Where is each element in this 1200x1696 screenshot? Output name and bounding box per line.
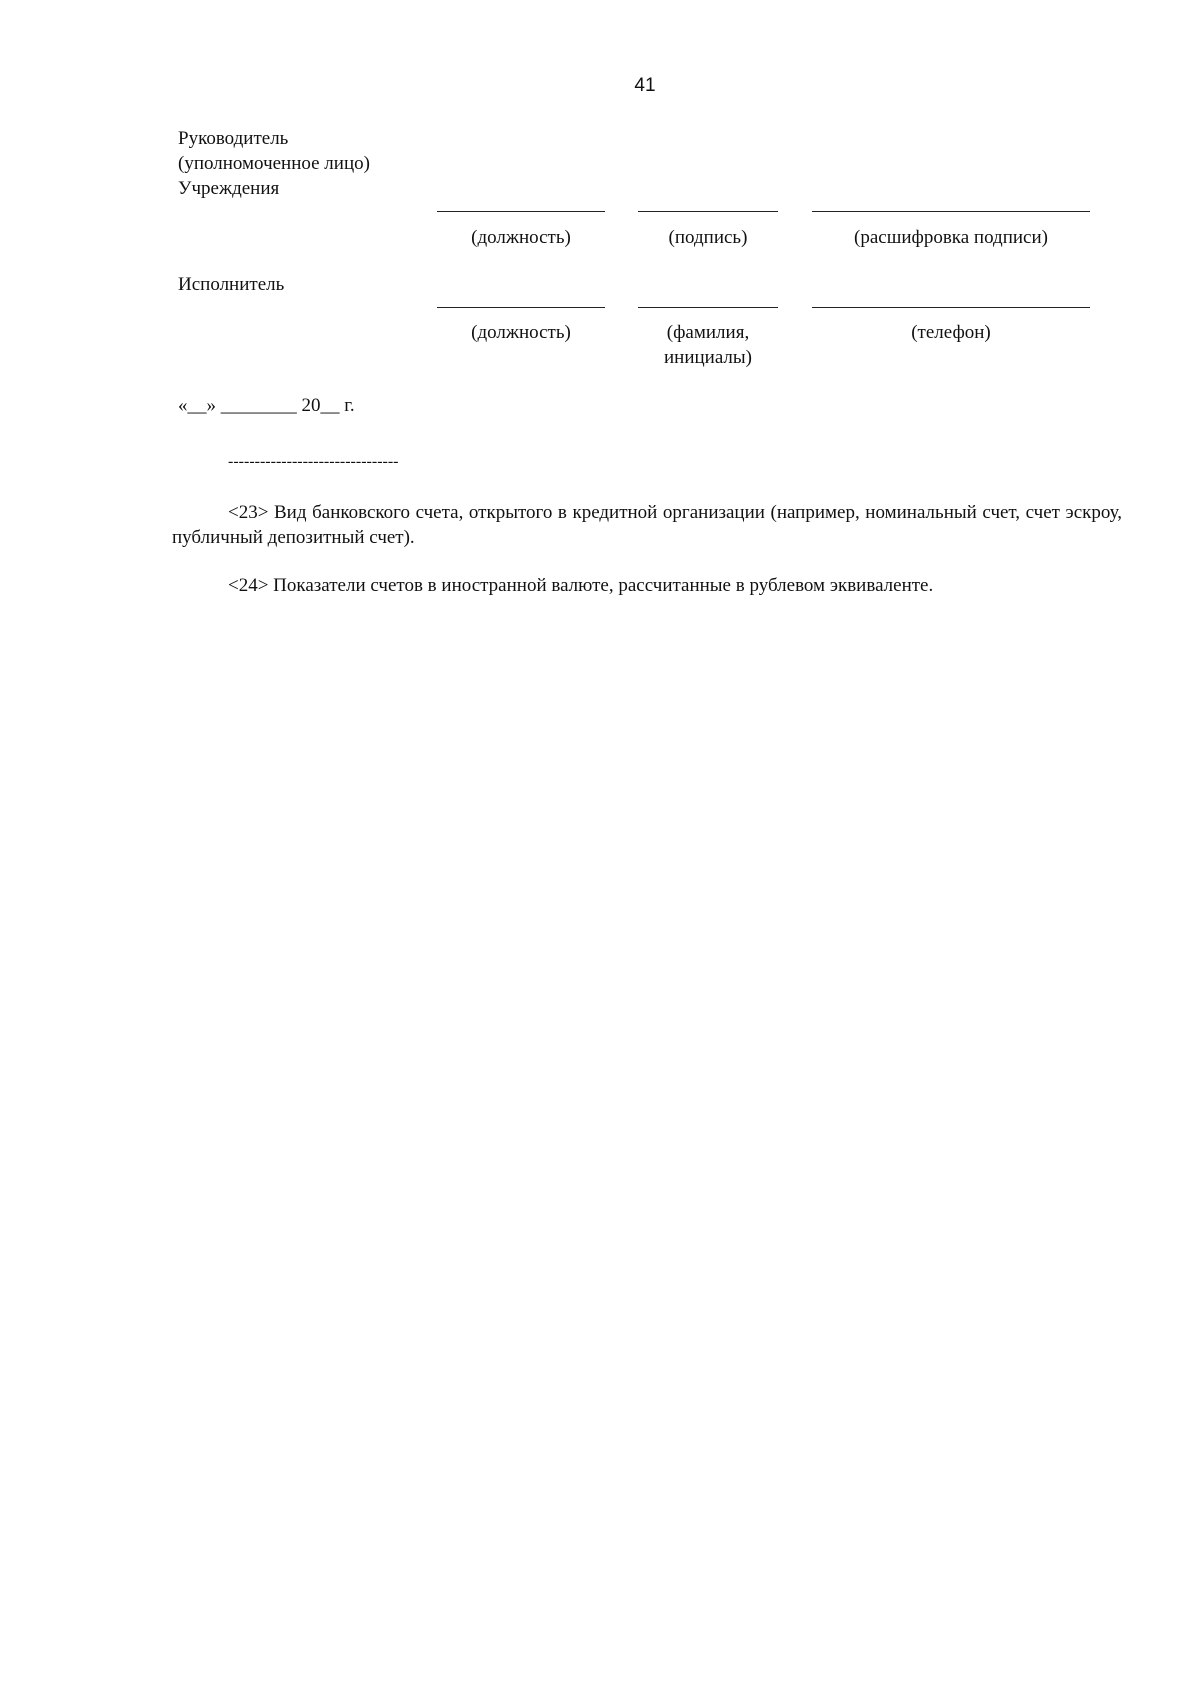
executor-name-line [638,307,778,308]
executor-phone-caption: (телефон) [911,322,991,343]
page-number: 41 [634,75,656,96]
executor-label: Исполнитель [178,274,285,295]
head-position-caption: (должность) [471,227,571,248]
head-signature-decoding-line [812,211,1090,212]
head-signature-caption: (подпись) [668,227,748,248]
footnote-24: <24> Показатели счетов в иностранной валюте, рассчитанные в рублевом эквиваленте. [228,575,934,596]
head-signature-decoding-caption: (расшифровка подписи) [854,227,1048,248]
head-position-line [437,211,605,212]
footnote-23: <23> Вид банковского счета, открытого в кредитной организации (например, номинальный счет, счет эскроу, публичный депозитный счет). [172,502,1122,548]
executor-position-line [437,307,605,308]
executor-name-caption-line-2: инициалы) [663,347,752,368]
executor-phone-line [812,307,1090,308]
head-signature-line [638,211,778,212]
executor-name-caption-line-1: (фамилия, [666,322,750,343]
date-line: «__» ________ 20__ г. [178,395,355,416]
head-label-line-3: Учреждения [178,178,280,199]
footnote-separator: -------------------------------- [228,453,399,470]
executor-position-caption: (должность) [471,322,571,343]
head-label-line-2: (уполномоченное лицо) [178,153,370,174]
head-label-line-1: Руководитель [178,128,289,149]
